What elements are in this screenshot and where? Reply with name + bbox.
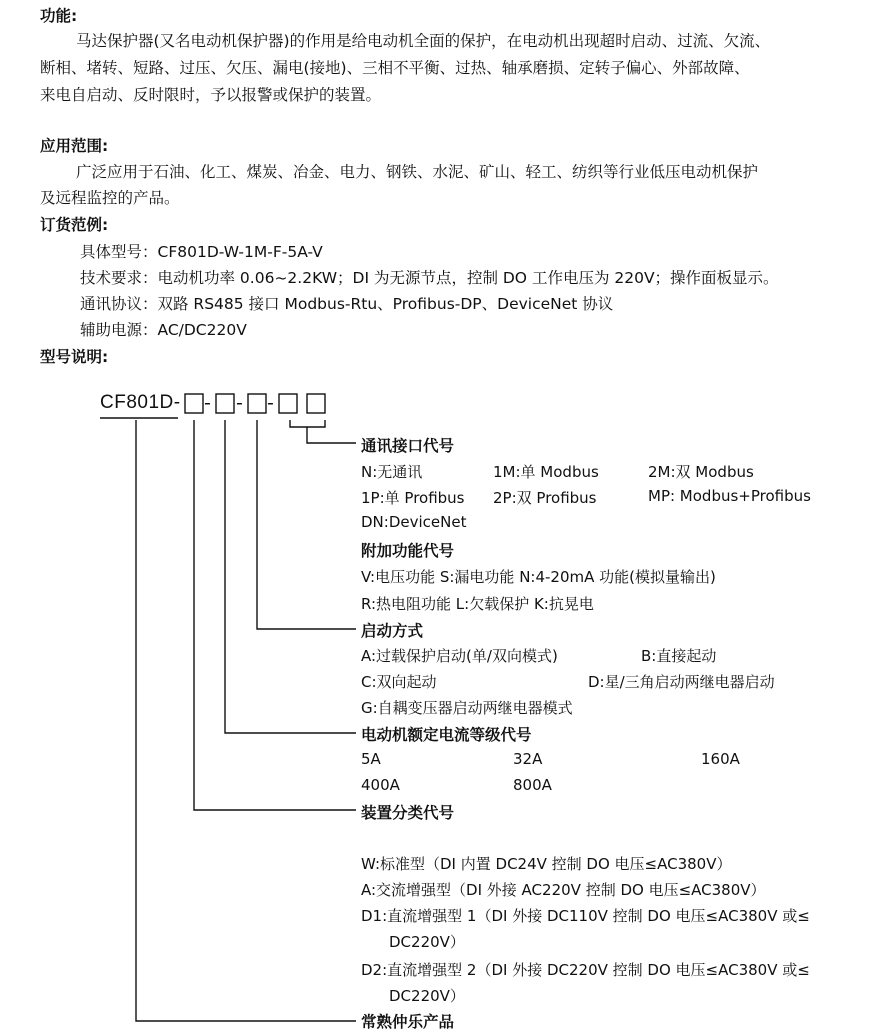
code-box-extra [279, 394, 297, 413]
application-heading: 应用范围: [40, 137, 109, 155]
application-line-1: 广泛应用于石油、化工、煤炭、冶金、电力、钢铁、水泥、矿山、轻工、纺织等行业低压电动机保护 [76, 163, 759, 181]
current-32a: 32A [513, 750, 543, 768]
function-line-1: 马达保护器(又名电动机保护器)的作用是给电动机全面的保护，在电动机出现超时启动、过流、欠流、 [76, 32, 771, 50]
start-opt-d: D:星/三角启动两继电器启动 [588, 673, 775, 691]
code-box-device [185, 394, 203, 413]
current-leader [225, 420, 356, 733]
device-opt-a: A:交流增强型（DI 外接 AC220V 控制 DO 电压≤AC380V） [361, 881, 766, 899]
code-box-current [216, 394, 234, 413]
current-title: 电动机额定电流等级代号 [361, 726, 532, 744]
comm-opt-1p: 1P:单 Profibus [361, 489, 465, 507]
comm-opt-dn: DN:DeviceNet [361, 513, 467, 531]
maker-title: 常熟仲乐产品 [361, 1013, 455, 1031]
function-line-2: 断相、堵转、短路、过压、欠压、漏电(接地)、三相不平衡、过热、轴承磨损、定转子偏心、外部故障、 [40, 59, 750, 77]
device-title: 装置分类代号 [361, 804, 455, 822]
start-opt-b: B:直接起动 [641, 647, 717, 665]
comm-opt-n: N:无通讯 [361, 463, 423, 481]
order-model: 具体型号：CF801D-W-1M-F-5A-V [80, 243, 323, 261]
comm-opt-2m: 2M:双 Modbus [648, 463, 754, 481]
device-opt-d1-cont: DC220V） [389, 933, 465, 951]
comm-opt-2p: 2P:双 Profibus [493, 489, 597, 507]
comm-opt-mp: MP: Modbus+Profibus [648, 487, 811, 505]
comm-opt-1m: 1M:单 Modbus [493, 463, 599, 481]
maker-leader [136, 420, 356, 1021]
model-heading: 型号说明: [40, 348, 109, 366]
device-opt-d2: D2:直流增强型 2（DI 外接 DC220V 控制 DO 电压≤AC380V 或≤ [361, 961, 810, 979]
extra-title: 附加功能代号 [361, 542, 455, 560]
order-heading: 订货范例: [40, 216, 109, 234]
device-opt-d2-cont: DC220V） [389, 987, 465, 1005]
extra-row-2: R:热电阻功能 L:欠载保护 K:抗晃电 [361, 595, 594, 613]
model-sep-3: - [267, 392, 274, 414]
start-leader [257, 420, 356, 629]
current-800a: 800A [513, 776, 552, 794]
start-opt-c: C:双向起动 [361, 673, 437, 691]
function-line-3: 来电自启动、反时限时，予以报警或保护的装置。 [40, 86, 382, 104]
code-box-start [248, 394, 266, 413]
order-protocol: 通讯协议：双路 RS485 接口 Modbus-Rtu、Profibus-DP、DeviceNet 协议 [80, 295, 614, 313]
extra-row-1: V:电压功能 S:漏电功能 N:4-20mA 功能(模拟量输出) [361, 568, 716, 586]
order-power: 辅助电源：AC/DC220V [80, 321, 247, 339]
device-opt-w: W:标准型（DI 内置 DC24V 控制 DO 电压≤AC380V） [361, 855, 732, 873]
comm-leader [307, 427, 356, 443]
device-leader [194, 420, 356, 810]
comm-bracket [290, 420, 325, 427]
device-opt-d1: D1:直流增强型 1（DI 外接 DC110V 控制 DO 电压≤AC380V 或≤ [361, 907, 810, 925]
current-5a: 5A [361, 750, 381, 768]
start-opt-a: A:过载保护启动(单/双向模式) [361, 647, 558, 665]
current-160a: 160A [701, 750, 740, 768]
application-line-2: 及远程监控的产品。 [40, 189, 180, 207]
model-prefix: CF801D- [100, 392, 181, 413]
order-tech: 技术要求：电动机功率 0.06~2.2KW；DI 为无源节点，控制 DO 工作电压为 220V；操作面板显示。 [80, 269, 779, 287]
model-sep-2: - [236, 392, 243, 414]
comm-title: 通讯接口代号 [361, 437, 455, 455]
model-sep-1: - [204, 392, 211, 414]
code-box-comm [307, 394, 325, 413]
current-400a: 400A [361, 776, 400, 794]
function-heading: 功能: [40, 7, 78, 25]
start-opt-g: G:自耦变压器启动两继电器模式 [361, 699, 573, 717]
start-title: 启动方式 [361, 622, 424, 640]
